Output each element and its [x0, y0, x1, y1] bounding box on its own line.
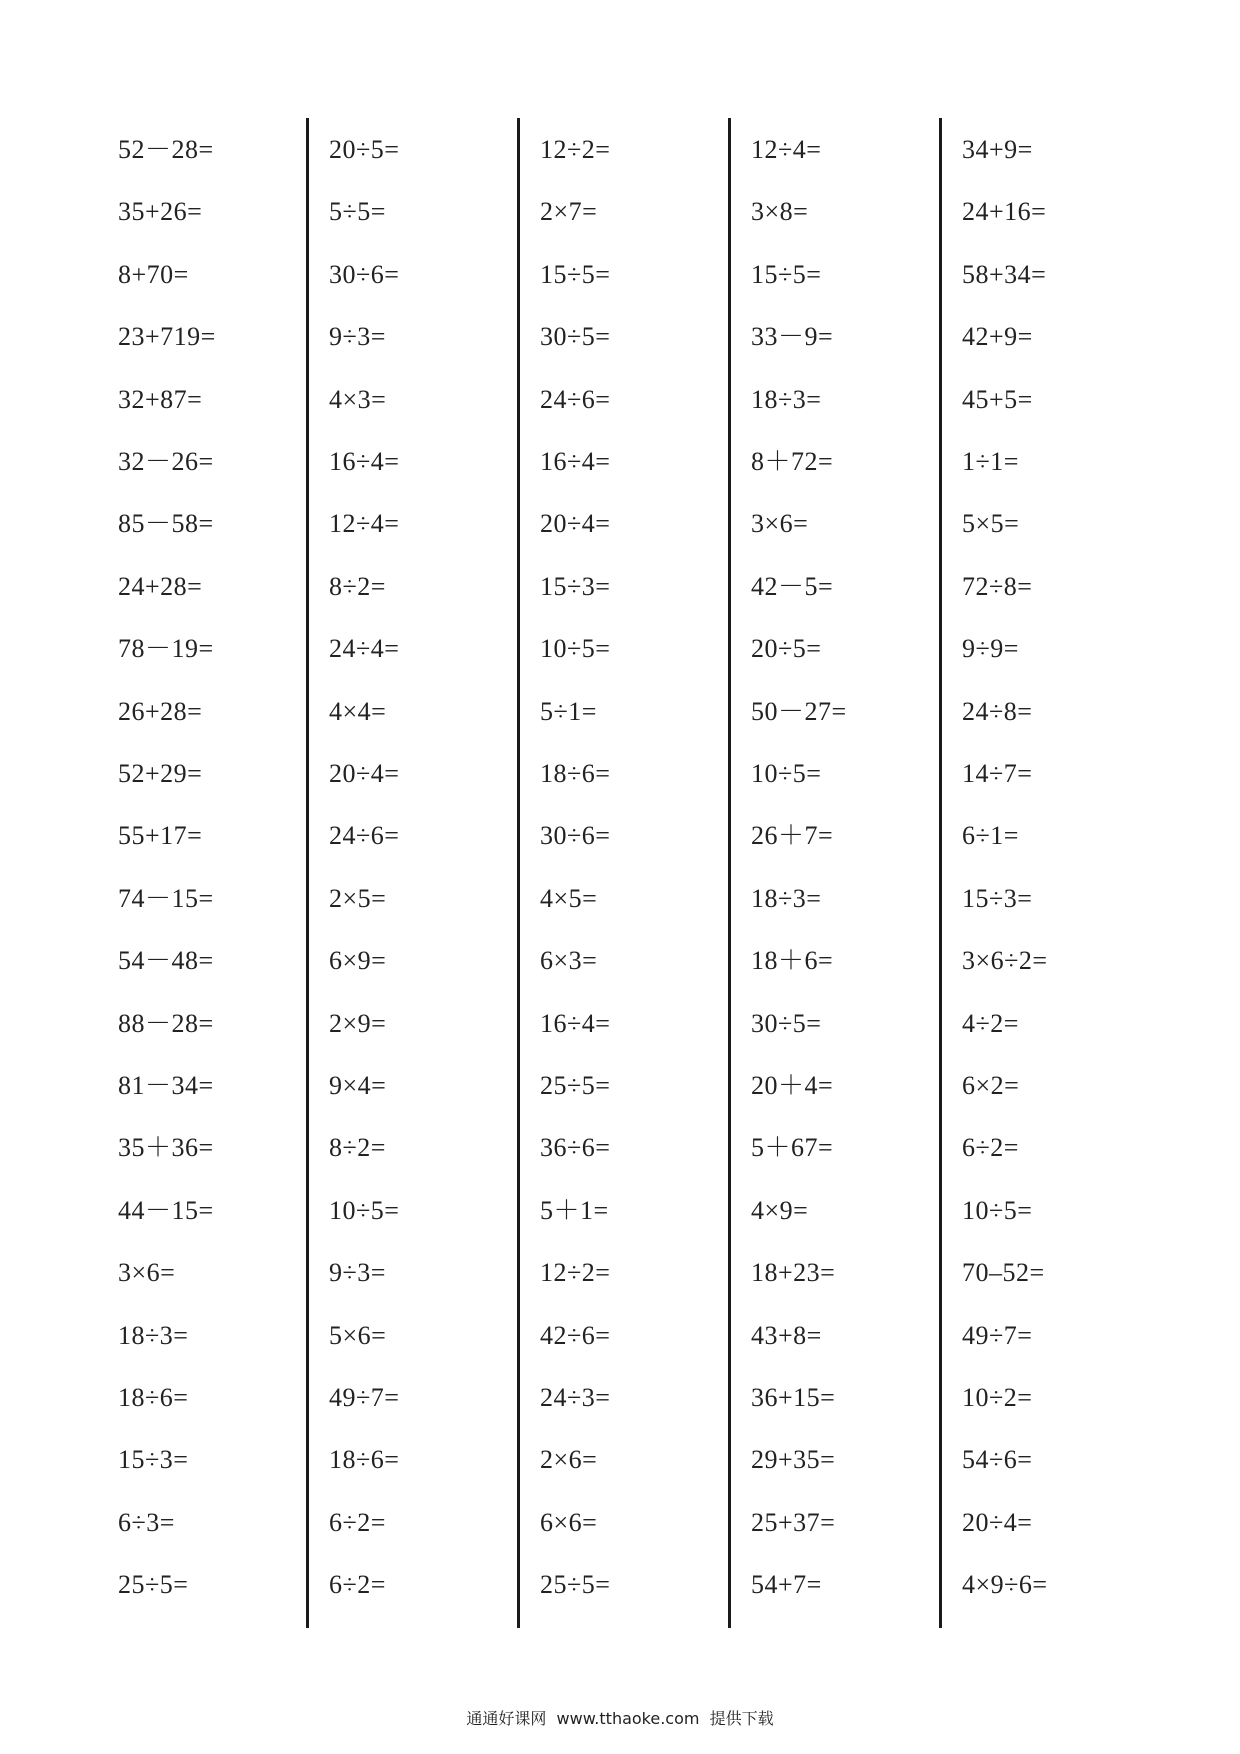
- arithmetic-problem: 55+17=: [118, 821, 203, 851]
- arithmetic-problem: 1÷1=: [962, 447, 1019, 476]
- arithmetic-problem: 15÷3=: [962, 883, 1033, 913]
- arithmetic-problem: 8+70=: [118, 259, 189, 289]
- arithmetic-problem: 49÷7=: [329, 1383, 400, 1412]
- arithmetic-problem: 52－28=: [118, 135, 214, 164]
- arithmetic-problem: 42+9=: [962, 322, 1033, 352]
- arithmetic-problem: 25÷5=: [540, 1071, 611, 1100]
- arithmetic-problem: 12÷4=: [329, 509, 400, 539]
- arithmetic-problem: 49÷7=: [962, 1320, 1033, 1350]
- arithmetic-problem: 25÷5=: [540, 1570, 611, 1600]
- arithmetic-problem: 16÷4=: [540, 447, 611, 476]
- column-divider: [728, 118, 731, 1628]
- arithmetic-problem: 18+23=: [751, 1258, 836, 1288]
- arithmetic-problem: 10÷5=: [329, 1195, 400, 1225]
- arithmetic-problem: 43+8=: [751, 1320, 822, 1350]
- arithmetic-problem: 9÷3=: [329, 322, 386, 352]
- arithmetic-problem: 70–52=: [962, 1258, 1045, 1288]
- column-divider: [939, 118, 942, 1628]
- arithmetic-problem: 20÷5=: [751, 634, 822, 664]
- arithmetic-problem: 42－5=: [751, 571, 834, 601]
- arithmetic-problem: 74－15=: [118, 883, 214, 913]
- arithmetic-problem: 6÷1=: [962, 821, 1019, 851]
- arithmetic-problem: 6×3=: [540, 946, 598, 976]
- arithmetic-problem: 10÷5=: [540, 634, 611, 664]
- arithmetic-problem: 4×5=: [540, 883, 598, 913]
- arithmetic-problem: 50－27=: [751, 696, 847, 726]
- arithmetic-problem: 24÷6=: [540, 384, 611, 414]
- arithmetic-problem: 54+7=: [751, 1570, 822, 1600]
- arithmetic-problem: 24÷4=: [329, 634, 400, 664]
- arithmetic-problem: 10÷5=: [751, 759, 822, 788]
- arithmetic-problem: 20÷4=: [962, 1507, 1033, 1537]
- arithmetic-problem: 4×9÷6=: [962, 1570, 1048, 1600]
- arithmetic-problem: 9×4=: [329, 1071, 387, 1100]
- arithmetic-problem: 15÷3=: [118, 1445, 189, 1475]
- arithmetic-problem: 8÷2=: [329, 1133, 386, 1163]
- arithmetic-problem: 20÷4=: [329, 759, 400, 788]
- arithmetic-problem: 32－26=: [118, 447, 214, 476]
- arithmetic-problem: 23+719=: [118, 322, 216, 352]
- arithmetic-problem: 25÷5=: [118, 1570, 189, 1600]
- arithmetic-problem: 34+9=: [962, 135, 1033, 164]
- arithmetic-problem: 30÷6=: [540, 821, 611, 851]
- arithmetic-problem: 24÷8=: [962, 696, 1033, 726]
- arithmetic-problem: 10÷5=: [962, 1195, 1033, 1225]
- arithmetic-problem: 15÷3=: [540, 571, 611, 601]
- column-divider: [306, 118, 309, 1628]
- arithmetic-problem: 8÷2=: [329, 571, 386, 601]
- column-divider: [517, 118, 520, 1628]
- arithmetic-problem: 9÷9=: [962, 634, 1019, 664]
- arithmetic-problem: 15÷5=: [751, 259, 822, 289]
- problem-column-4: [751, 130, 941, 1630]
- arithmetic-problem: 5＋1=: [540, 1195, 609, 1225]
- arithmetic-problem: 6÷2=: [329, 1507, 386, 1537]
- arithmetic-problem: 15÷5=: [540, 259, 611, 289]
- arithmetic-problem: 30÷6=: [329, 259, 400, 289]
- arithmetic-problem: 81－34=: [118, 1071, 214, 1100]
- arithmetic-problem: 85－58=: [118, 509, 214, 539]
- arithmetic-problem: 58+34=: [962, 259, 1047, 289]
- arithmetic-problem: 14÷7=: [962, 759, 1033, 788]
- arithmetic-problem: 32+87=: [118, 384, 203, 414]
- arithmetic-problem: 25+37=: [751, 1507, 836, 1537]
- arithmetic-problem: 2×7=: [540, 197, 598, 227]
- arithmetic-problem: 10÷2=: [962, 1383, 1033, 1412]
- arithmetic-problem: 3×8=: [751, 197, 809, 227]
- arithmetic-problem: 5＋67=: [751, 1133, 834, 1163]
- arithmetic-problem: 16÷4=: [329, 447, 400, 476]
- arithmetic-problem: 20＋4=: [751, 1071, 834, 1100]
- arithmetic-problem: 26＋7=: [751, 821, 834, 851]
- arithmetic-problem: 6÷3=: [118, 1507, 175, 1537]
- arithmetic-problem: 20÷4=: [540, 509, 611, 539]
- arithmetic-problem: 52+29=: [118, 759, 203, 788]
- arithmetic-problem: 4×3=: [329, 384, 387, 414]
- arithmetic-problem: 3×6=: [751, 509, 809, 539]
- arithmetic-problem: 6×6=: [540, 1507, 598, 1537]
- arithmetic-problem: 5×6=: [329, 1320, 387, 1350]
- arithmetic-problem: 35＋36=: [118, 1133, 214, 1163]
- arithmetic-problem: 6×9=: [329, 946, 387, 976]
- arithmetic-problem: 2×6=: [540, 1445, 598, 1475]
- arithmetic-problem: 36÷6=: [540, 1133, 611, 1163]
- arithmetic-problem: 88－28=: [118, 1008, 214, 1038]
- arithmetic-problem: 2×5=: [329, 883, 387, 913]
- arithmetic-problem: 36+15=: [751, 1383, 836, 1412]
- arithmetic-problem: 72÷8=: [962, 571, 1033, 601]
- arithmetic-problem: 9÷3=: [329, 1258, 386, 1288]
- arithmetic-problem: 30÷5=: [751, 1008, 822, 1038]
- problem-column-5: [962, 130, 1152, 1630]
- arithmetic-problem: 35+26=: [118, 197, 203, 227]
- arithmetic-problem: 5×5=: [962, 509, 1020, 539]
- arithmetic-problem: 18＋6=: [751, 946, 834, 976]
- arithmetic-problem: 30÷5=: [540, 322, 611, 352]
- arithmetic-problem: 18÷3=: [751, 384, 822, 414]
- problem-column-2: [329, 130, 519, 1630]
- arithmetic-problem: 54－48=: [118, 946, 214, 976]
- arithmetic-problem: 6÷2=: [329, 1570, 386, 1600]
- arithmetic-problem: 29+35=: [751, 1445, 836, 1475]
- arithmetic-problem: 24÷6=: [329, 821, 400, 851]
- arithmetic-problem: 3×6=: [118, 1258, 176, 1288]
- arithmetic-problem: 8＋72=: [751, 447, 834, 476]
- arithmetic-problem: 6÷2=: [962, 1133, 1019, 1163]
- arithmetic-problem: 6×2=: [962, 1071, 1020, 1100]
- arithmetic-problem: 20÷5=: [329, 135, 400, 164]
- arithmetic-problem: 5÷1=: [540, 696, 597, 726]
- arithmetic-problem: 24+28=: [118, 571, 203, 601]
- arithmetic-problem: 26+28=: [118, 696, 203, 726]
- arithmetic-problem: 18÷6=: [540, 759, 611, 788]
- problem-column-1: [118, 130, 308, 1630]
- arithmetic-problem: 18÷6=: [329, 1445, 400, 1475]
- arithmetic-problem: 78－19=: [118, 634, 214, 664]
- arithmetic-problem: 24+16=: [962, 197, 1047, 227]
- page-footer: 通通好课网 www.tthaoke.com 提供下载: [466, 1709, 774, 1728]
- arithmetic-problem: 18÷3=: [751, 883, 822, 913]
- arithmetic-problem: 4÷2=: [962, 1008, 1019, 1038]
- arithmetic-problem: 2×9=: [329, 1008, 387, 1038]
- arithmetic-problem: 16÷4=: [540, 1008, 611, 1038]
- arithmetic-problem: 4×9=: [751, 1195, 809, 1225]
- arithmetic-problem: 54÷6=: [962, 1445, 1033, 1475]
- arithmetic-problem: 18÷6=: [118, 1383, 189, 1412]
- arithmetic-problem: 5÷5=: [329, 197, 386, 227]
- arithmetic-problem: 18÷3=: [118, 1320, 189, 1350]
- arithmetic-problem: 4×4=: [329, 696, 387, 726]
- arithmetic-problem: 24÷3=: [540, 1383, 611, 1412]
- arithmetic-problem: 42÷6=: [540, 1320, 611, 1350]
- problem-column-3: [540, 130, 730, 1630]
- arithmetic-problem: 44－15=: [118, 1195, 214, 1225]
- arithmetic-problem: 12÷4=: [751, 135, 822, 164]
- arithmetic-problem: 12÷2=: [540, 1258, 611, 1288]
- arithmetic-problem: 12÷2=: [540, 135, 611, 164]
- arithmetic-problem: 33－9=: [751, 322, 834, 352]
- arithmetic-problem: 3×6÷2=: [962, 946, 1048, 976]
- arithmetic-problem: 45+5=: [962, 384, 1033, 414]
